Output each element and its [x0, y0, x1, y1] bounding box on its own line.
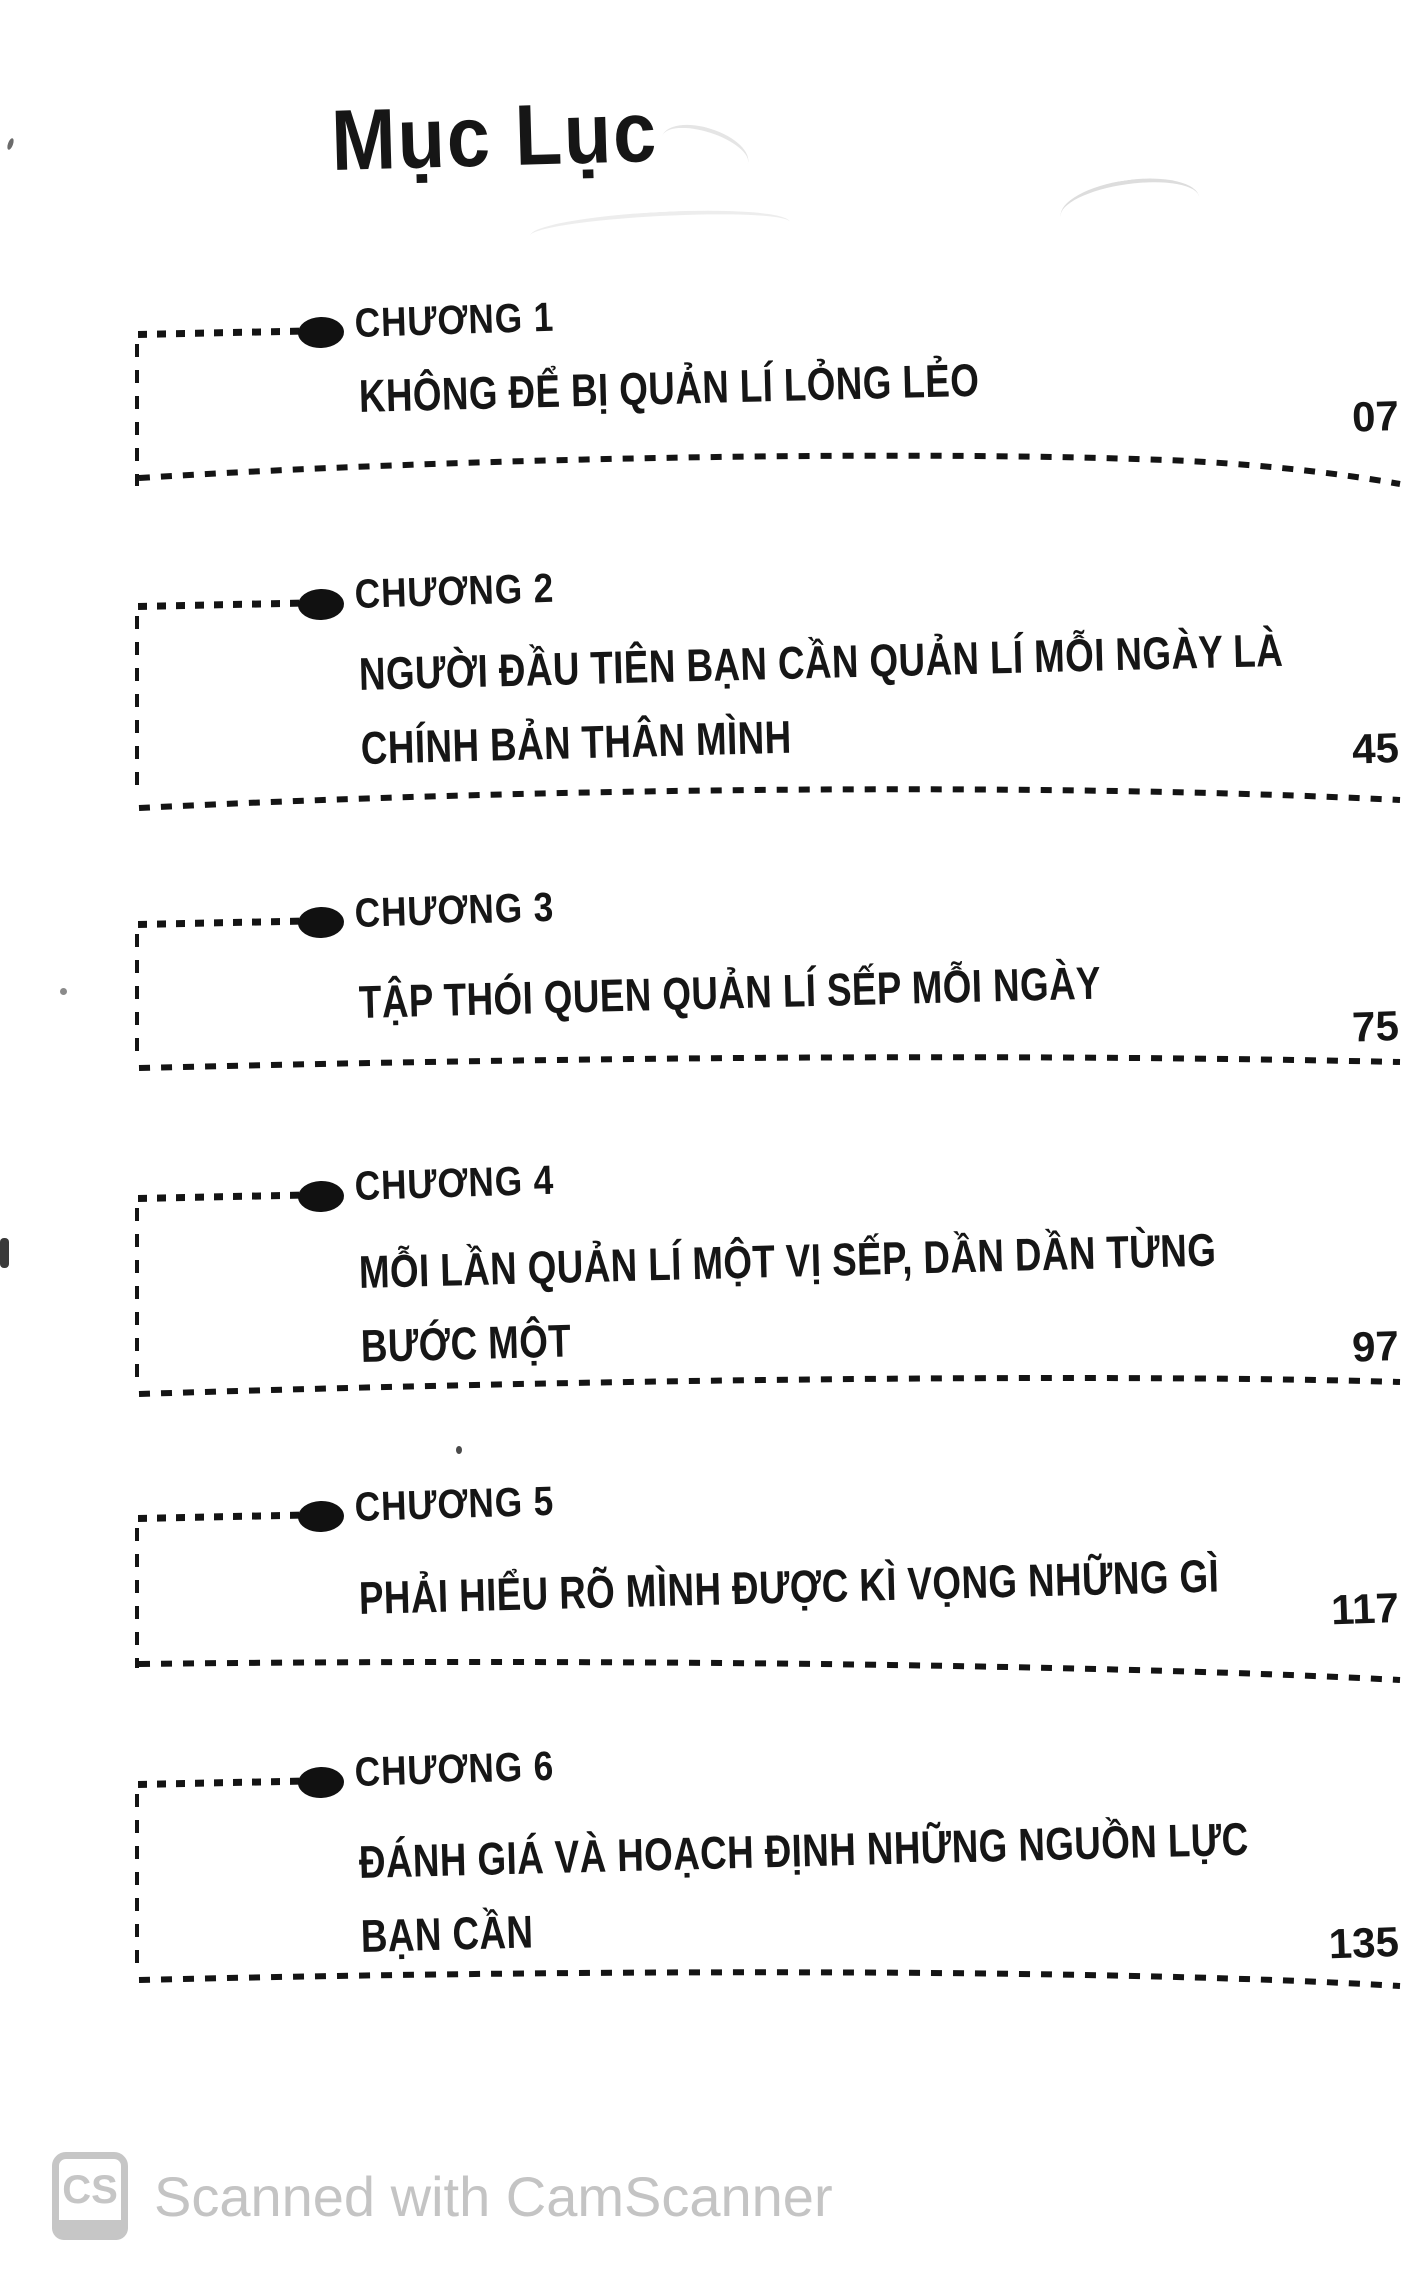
- scan-speck: [456, 1446, 462, 1454]
- bullet-icon: [297, 1180, 344, 1213]
- scan-smudge: [1057, 171, 1203, 244]
- dashed-leader: [138, 327, 306, 338]
- chapter-title: NGƯỜI ĐẦU TIÊN BẠN CẦN QUẢN LÍ MỖI NGÀY LÀ CHÍNH BẢN THÂN MÌNH: [358, 623, 1284, 774]
- chapter-title: PHẢI HIỂU RÕ MÌNH ĐƯỢC KÌ VỌNG NHỮNG GÌ: [358, 1549, 1220, 1624]
- dashed-leader: [138, 1777, 306, 1788]
- dashed-bottom-border: [136, 1648, 1406, 1688]
- chapter-label: CHƯƠNG 2: [354, 564, 555, 617]
- dashed-leader: [138, 1191, 306, 1202]
- chapter-page-number: 97: [1351, 1322, 1400, 1371]
- dashed-left-border: [135, 616, 139, 798]
- bullet-icon: [297, 316, 344, 349]
- chapter-label: CHƯƠNG 1: [354, 293, 555, 346]
- dashed-bottom-border: [136, 776, 1406, 816]
- dashed-leader: [138, 599, 306, 610]
- bullet-icon: [297, 1500, 344, 1533]
- chapter-label: CHƯƠNG 5: [354, 1477, 555, 1530]
- chapter-page-number: 07: [1351, 392, 1400, 441]
- scan-smudge: [529, 205, 790, 253]
- bullet-icon: [297, 1766, 344, 1799]
- dashed-left-border: [135, 1794, 139, 1972]
- camscanner-logo-base: [52, 2220, 128, 2240]
- dashed-leader: [138, 1511, 306, 1522]
- camscanner-logo-icon: [52, 2152, 128, 2240]
- chapter-label: CHƯƠNG 3: [354, 883, 555, 936]
- scan-speck: [60, 988, 67, 995]
- chapter-label: CHƯƠNG 6: [354, 1742, 555, 1795]
- bullet-icon: [297, 588, 344, 621]
- chapter-label: CHƯƠNG 4: [354, 1156, 555, 1209]
- camscanner-watermark: [52, 2152, 833, 2240]
- scan-speck: [6, 138, 15, 151]
- scan-speck: [0, 1238, 9, 1268]
- dashed-left-border: [135, 1528, 139, 1668]
- dashed-bottom-border: [136, 1366, 1406, 1406]
- dashed-left-border: [135, 934, 139, 1062]
- page-title: Mục Lục: [330, 83, 660, 189]
- bullet-icon: [297, 906, 344, 939]
- scan-smudge: [655, 115, 754, 185]
- camscanner-logo-text: CS: [62, 2167, 118, 2212]
- dashed-leader: [138, 917, 306, 928]
- dashed-bottom-border: [136, 1044, 1406, 1084]
- chapter-title: ĐÁNH GIÁ VÀ HOẠCH ĐỊNH NHỮNG NGUỒN LỰC BẠN CẦN: [358, 1812, 1250, 1962]
- chapter-page-number: 75: [1351, 1002, 1400, 1051]
- chapter-title: KHÔNG ĐỂ BỊ QUẢN LÍ LỎNG LẺO: [358, 353, 980, 422]
- chapter-page-number: 117: [1330, 1584, 1400, 1634]
- chapter-title: TẬP THÓI QUEN QUẢN LÍ SẾP MỖI NGÀY: [358, 956, 1102, 1028]
- dashed-bottom-border: [136, 1958, 1406, 1998]
- chapter-title: MỖI LẦN QUẢN LÍ MỘT VỊ SẾP, DẦN DẦN TỪNG BƯỚC MỘT: [358, 1223, 1217, 1372]
- chapter-page-number: 45: [1351, 724, 1400, 773]
- dashed-left-border: [135, 1208, 139, 1380]
- chapter-page-number: 135: [1327, 1918, 1400, 1968]
- dashed-bottom-border: [136, 448, 1406, 488]
- camscanner-watermark-text: Scanned with CamScanner: [154, 2164, 833, 2228]
